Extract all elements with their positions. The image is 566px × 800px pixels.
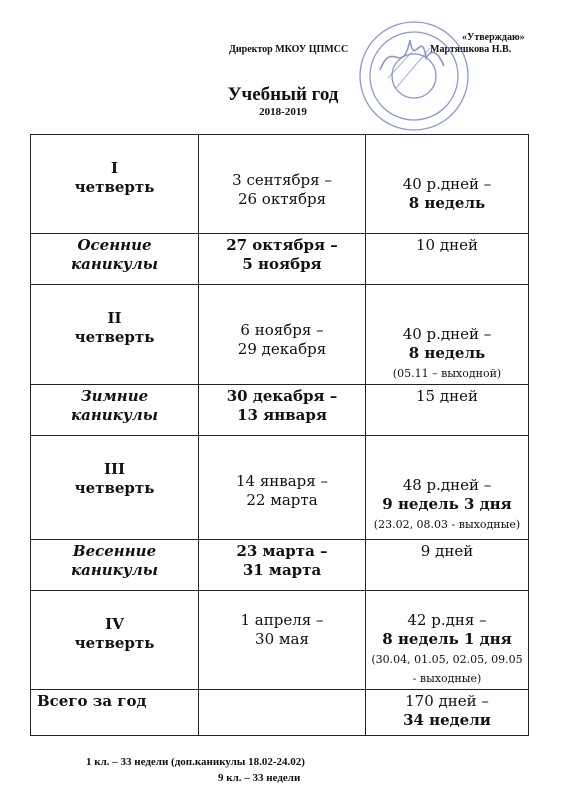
- period-days: 42 р.дня –: [407, 611, 487, 629]
- table-row-quarter-3: [31, 436, 529, 540]
- period-type: каникулы: [70, 561, 159, 579]
- period-note: (30.04, 01.05, 02.05, 09.05 - выходные): [371, 653, 523, 685]
- period-days: 10 дней: [416, 236, 478, 254]
- period-name: Весенние: [72, 542, 157, 560]
- footer-note-grade-9: 9 кл. – 33 недели: [218, 772, 301, 784]
- period-end: 30 мая: [255, 630, 309, 648]
- period-days: 9 дней: [420, 542, 474, 560]
- schedule-table: [30, 134, 529, 736]
- approve-label: «Утверждаю»: [462, 32, 525, 43]
- period-type: четверть: [74, 178, 155, 196]
- official-stamp: [352, 18, 472, 138]
- period-note: (23.02, 08.03 - выходные): [373, 518, 521, 531]
- period-name: IV: [105, 615, 124, 633]
- director-name: Мартяшкова Н.В.: [430, 44, 512, 55]
- table-row-quarter-4: [31, 591, 529, 690]
- period-start: 30 декабря –: [226, 387, 338, 405]
- period-weeks: 8 недель: [408, 344, 486, 362]
- period-days: 48 р.дней –: [402, 476, 492, 494]
- footer-note-grade-1: 1 кл. – 33 недели (доп.каникулы 18.02-24.02): [86, 756, 305, 768]
- period-name: Зимние: [80, 387, 149, 405]
- period-end: 29 декабря: [237, 340, 327, 358]
- period-days: 40 р.дней –: [402, 325, 492, 343]
- period-end: 31 марта: [242, 561, 322, 579]
- period-days: 40 р.дней –: [402, 175, 492, 193]
- period-name: Осенние: [77, 236, 152, 254]
- table-row-total: [31, 690, 529, 736]
- period-weeks: 9 недель 3 дня: [382, 495, 512, 513]
- period-end: 22 марта: [246, 491, 318, 509]
- table-row-spring-break: [31, 540, 529, 591]
- director-label: Директор МКОУ ЦПМСС: [229, 44, 349, 55]
- table-row-quarter-2: [31, 285, 529, 385]
- table-row-quarter-1: [31, 135, 529, 234]
- total-label: Всего за год: [37, 692, 147, 710]
- table-row-winter-break: [31, 385, 529, 436]
- period-days: 15 дней: [416, 387, 478, 405]
- period-name: II: [107, 309, 122, 327]
- period-start: 23 марта –: [236, 542, 328, 560]
- total-weeks: 34 недели: [403, 711, 491, 729]
- period-name: III: [103, 460, 126, 478]
- period-start: 3 сентября –: [232, 171, 332, 189]
- period-type: четверть: [74, 634, 155, 652]
- period-type: каникулы: [70, 255, 159, 273]
- period-end: 5 ноября: [242, 255, 322, 273]
- period-end: 13 января: [237, 406, 327, 424]
- period-start: 6 ноября –: [240, 321, 324, 339]
- period-start: 14 января –: [235, 472, 329, 490]
- period-end: 26 октября: [237, 190, 327, 208]
- period-type: четверть: [74, 479, 155, 497]
- period-name: I: [110, 159, 119, 177]
- period-start: 27 октября –: [226, 236, 338, 254]
- page-title: Учебный год: [227, 84, 339, 105]
- period-note: (05.11 – выходной): [392, 367, 502, 380]
- period-weeks: 8 недель 1 дня: [382, 630, 512, 648]
- period-weeks: 8 недель: [408, 194, 486, 212]
- school-year: 2018-2019: [259, 106, 307, 118]
- period-type: четверть: [74, 328, 155, 346]
- period-type: каникулы: [70, 406, 159, 424]
- period-start: 1 апреля –: [240, 611, 324, 629]
- table-row-autumn-break: [31, 234, 529, 285]
- total-days: 170 дней –: [405, 692, 489, 710]
